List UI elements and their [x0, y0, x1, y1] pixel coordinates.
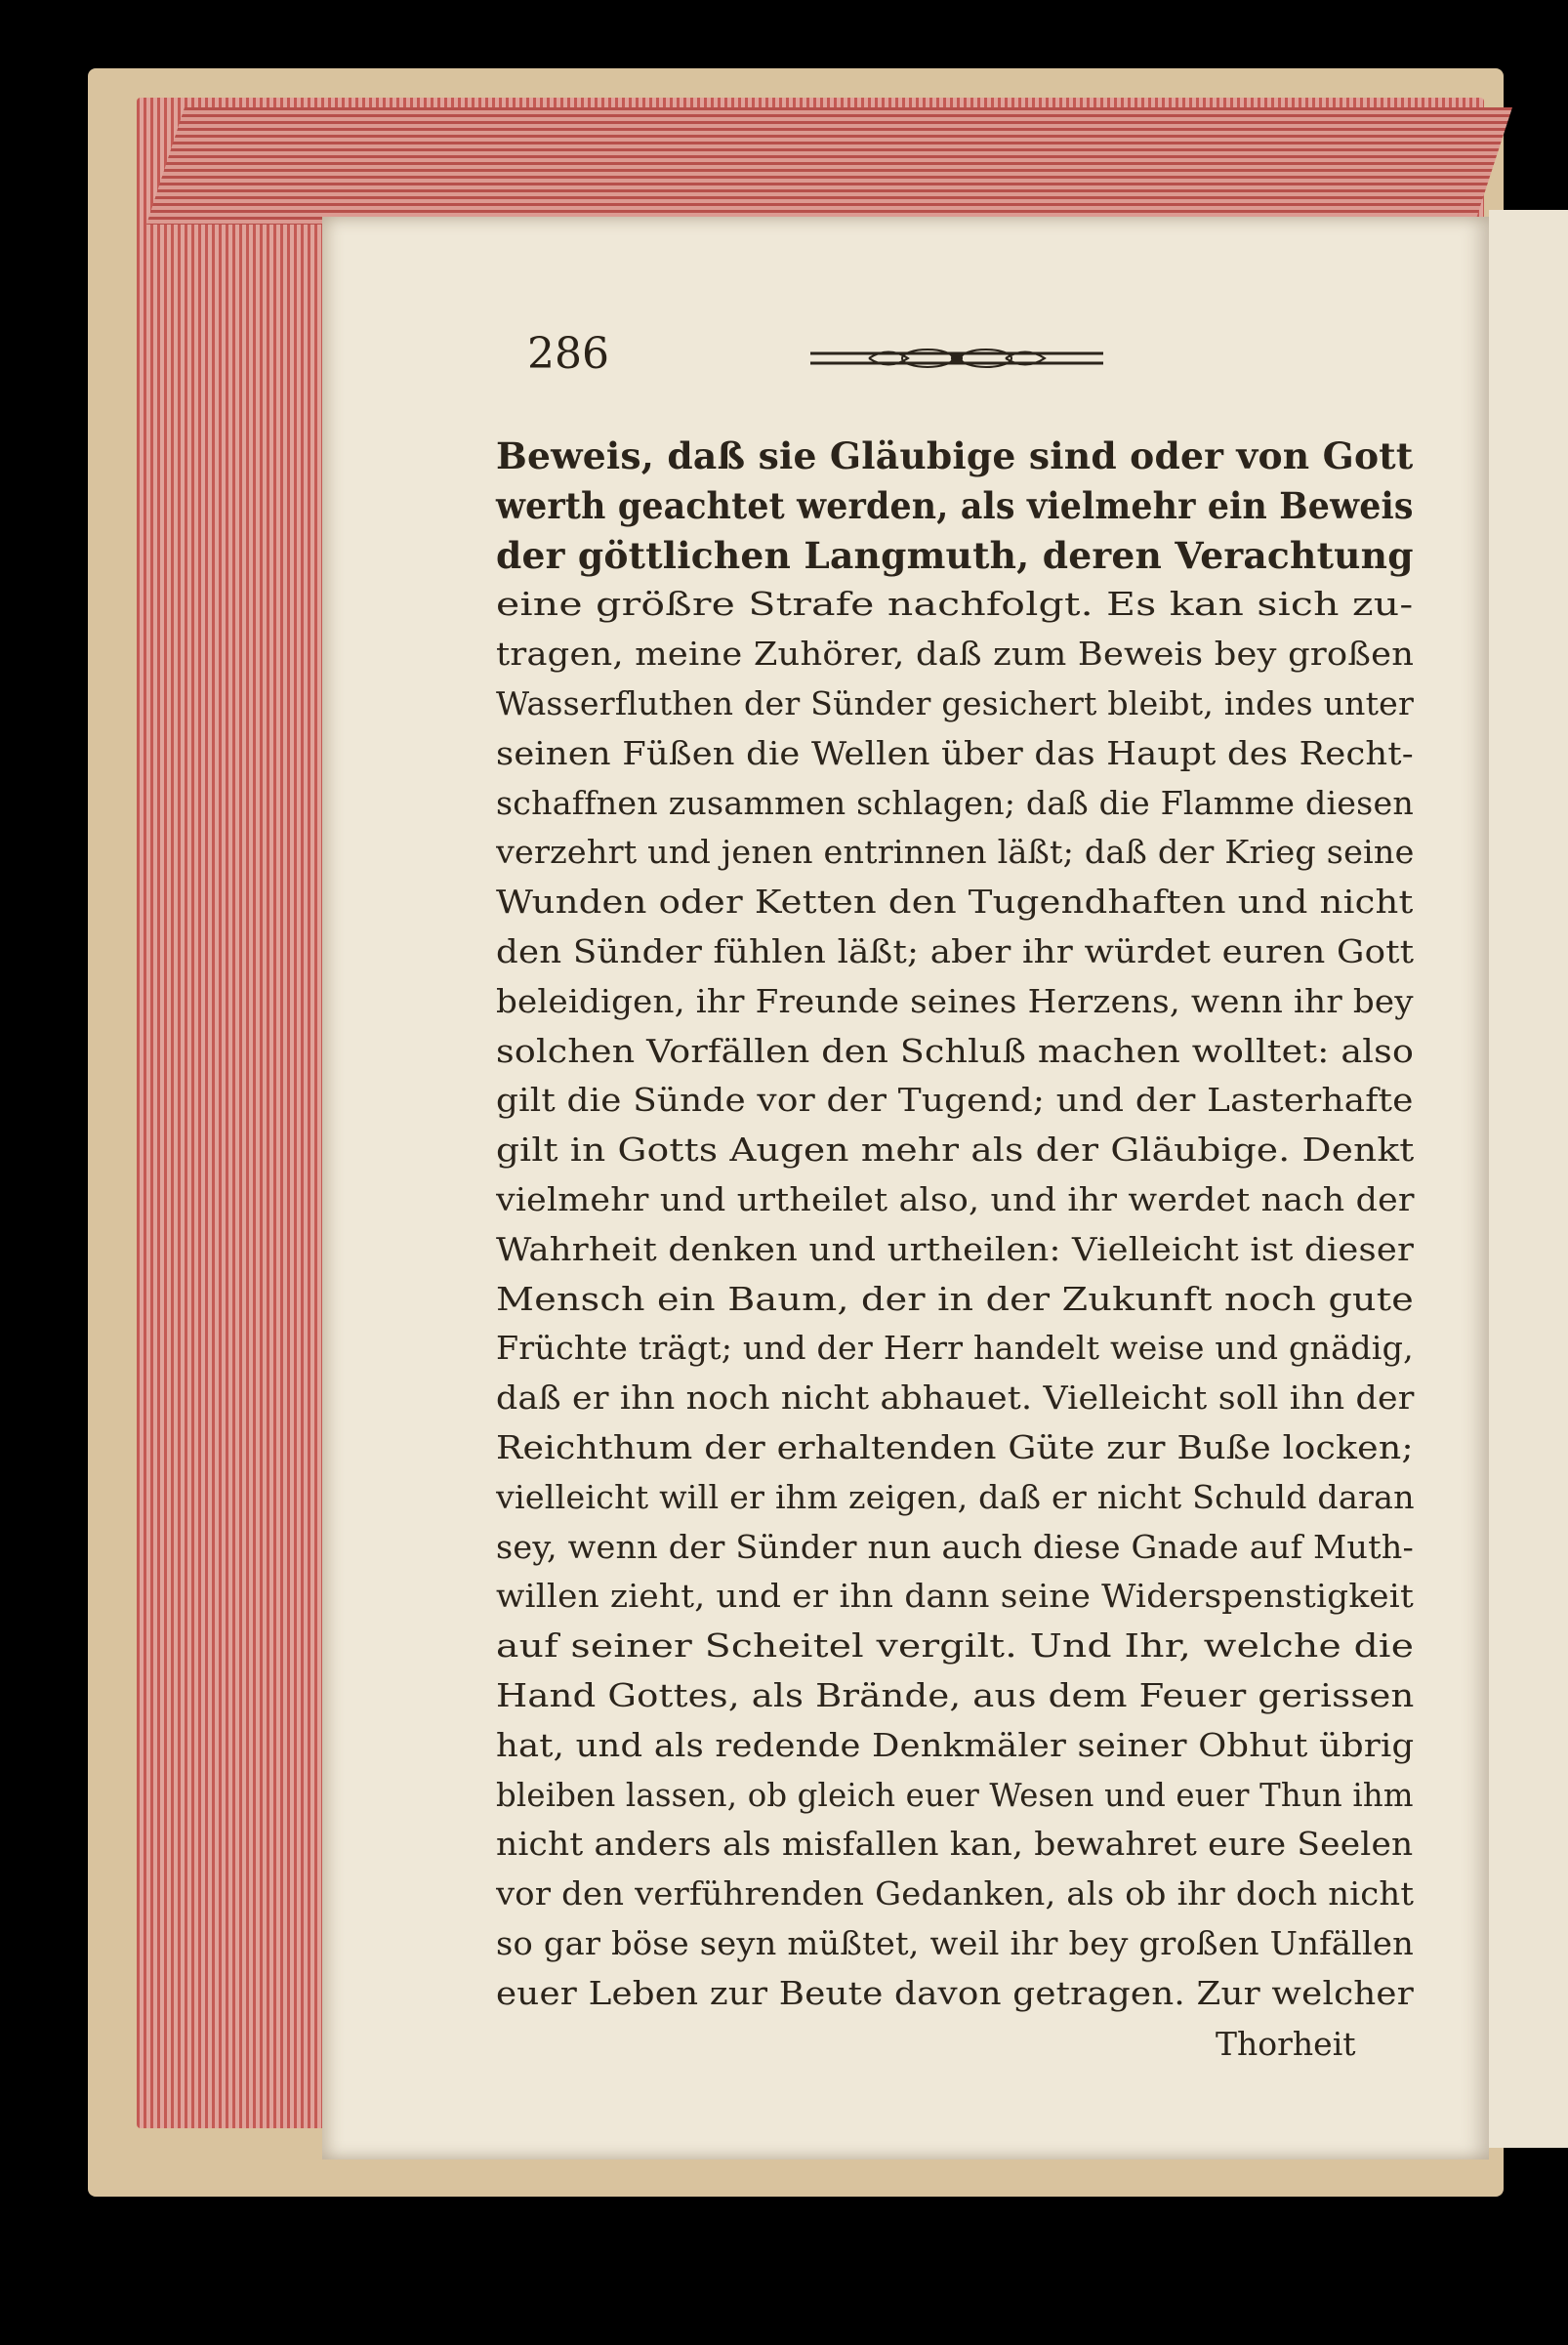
catchword: Thorheit	[1216, 2025, 1356, 2063]
text-line: verzehrt und jenen entrinnen läßt; daß der Krieg seine	[496, 833, 1415, 872]
text-line: solchen Vorfällen den Schluß machen wolltet: also	[496, 1031, 1415, 1070]
text-line: gilt in Gotts Augen mehr als der Gläubige. Denkt	[496, 1131, 1415, 1170]
text-line: so gar böse seyn müßtet, weil ihr bey großen Unfällen	[496, 1923, 1414, 1962]
text-line: Mensch ein Baum, der in der Zukunft noch gute	[496, 1279, 1415, 1318]
text-line: Reichthum der erhaltenden Güte zur Buße locken;	[496, 1427, 1414, 1466]
text-line: beleidigen, ihr Freunde seines Herzens, wenn ihr bey	[496, 981, 1414, 1020]
text-line: Wasserfluthen der Sünder gesichert bleibt, indes unter	[496, 683, 1415, 722]
text-line: tragen, meine Zuhörer, daß zum Beweis bey großen	[496, 635, 1415, 674]
text-line: der göttlichen Langmuth, deren Verachtung	[496, 533, 1414, 577]
text-line: seinen Füßen die Wellen über das Haupt des Recht-	[496, 733, 1414, 772]
page-number: 286	[527, 329, 609, 379]
text-line: Wahrheit denken und urtheilen: Vielleicht ist dieser	[496, 1229, 1415, 1268]
ornament-divider	[810, 342, 1103, 373]
text-line: euer Leben zur Beute davon getragen. Zur welcher	[496, 1973, 1414, 2012]
text-line: daß er ihn noch nicht abhauet. Vielleicht soll ihn der	[496, 1378, 1415, 1418]
text-line: vielleicht will er ihm zeigen, daß er nicht Schuld daran	[496, 1477, 1415, 1516]
text-line: bleiben lassen, ob gleich euer Wesen und euer Thun ihm	[496, 1775, 1414, 1814]
text-line: Wunden oder Ketten den Tugendhaften und nicht	[496, 883, 1414, 922]
text-line: Früchte trägt; und der Herr handelt weise und gnädig,	[496, 1329, 1414, 1368]
text-line: eine größre Strafe nachfolgt. Es kan sich zu-	[496, 585, 1414, 624]
text-line: willen zieht, und er ihn dann seine Widerspenstigkeit	[496, 1577, 1414, 1616]
text-line: Hand Gottes, als Brände, aus dem Feuer gerissen	[496, 1675, 1415, 1714]
page-edges-top	[146, 107, 1512, 225]
text-line: gilt die Sünde vor der Tugend; und der Lasterhafte	[496, 1081, 1414, 1120]
text-line: den Sünder fühlen läßt; aber ihr würdet euren Gott	[496, 931, 1415, 970]
text-line: auf seiner Scheitel vergilt. Und Ihr, welche die	[496, 1626, 1415, 1666]
text-line: vor den verführenden Gedanken, als ob ihr doch nicht	[496, 1874, 1415, 1913]
text-line: werth geachtet werden, als vielmehr ein Beweis	[496, 483, 1414, 527]
text-line: sey, wenn der Sünder nun auch diese Gnade auf Muth-	[496, 1527, 1415, 1566]
facing-page	[1489, 210, 1568, 2148]
body-text	[496, 432, 1414, 2019]
text-line: hat, und als redende Denkmäler seiner Obhut übrig	[496, 1725, 1415, 1764]
text-line: Beweis, daß sie Gläubige sind oder von Gott	[496, 434, 1414, 477]
text-line: vielmehr und urtheilet also, und ihr werdet nach der	[496, 1179, 1415, 1218]
text-line: schaffnen zusammen schlagen; daß die Flamme diesen	[496, 783, 1414, 822]
text-line: nicht anders als misfallen kan, bewahret eure Seelen	[496, 1825, 1414, 1864]
book-page	[322, 217, 1489, 2160]
